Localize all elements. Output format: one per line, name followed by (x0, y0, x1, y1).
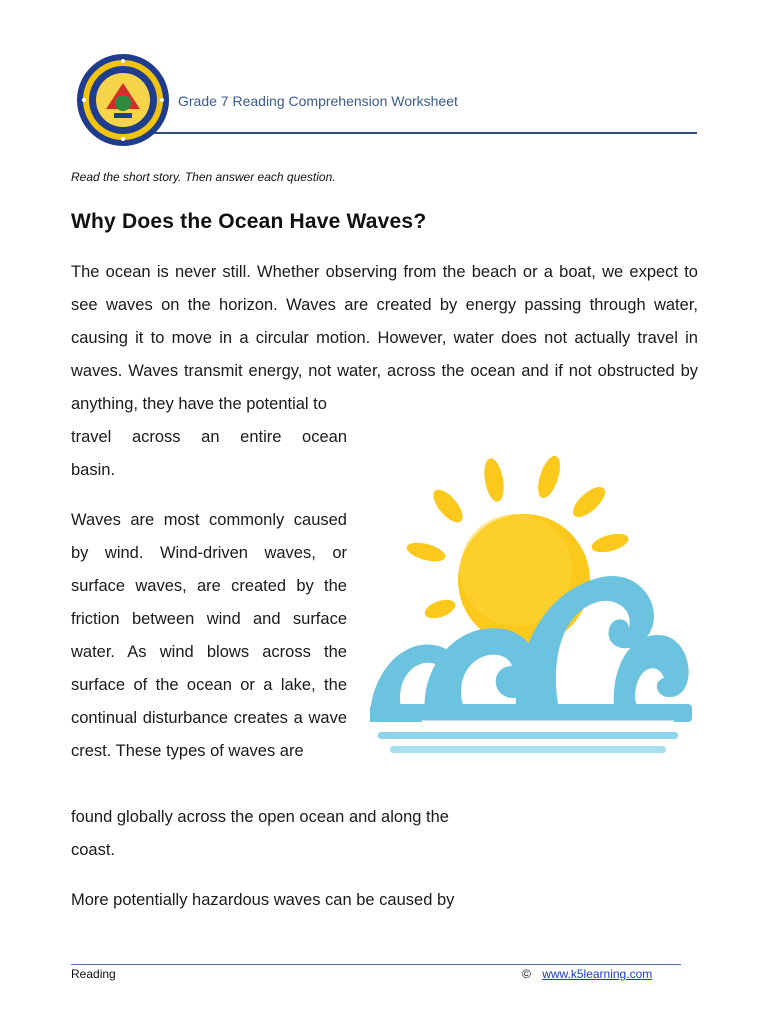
sun-and-waves-icon (366, 452, 698, 770)
paragraph-1-tail-b: basin. (71, 461, 116, 479)
footer-credits (522, 967, 652, 981)
story-title: Why Does the Ocean Have Waves? (71, 210, 427, 233)
worksheet-header-title: Grade 7 Reading Comprehension Worksheet (178, 93, 458, 109)
instructions-text: Read the short story. Then answer each question. (71, 170, 336, 184)
footer-divider (71, 964, 681, 965)
story-paragraph-1 (71, 256, 698, 421)
copyright-symbol: © (522, 967, 531, 981)
story-paragraph-2: Waves are most commonly caused by wind. Wind-driven waves, or surface waves, are created by the friction between wind and surface water. As wind blows across the surface of the ocean or a lake, the continual disturbance creates a wave crest. These types of waves are (71, 511, 347, 760)
paragraph-1-tail-a: travel across an entire ocean (71, 428, 347, 446)
story-paragraph-2-continued: found globally across the open ocean and along the coast. (71, 808, 449, 859)
k5learning-link[interactable]: www.k5learning.com (542, 967, 653, 981)
paragraph-1-text: The ocean is never still. Whether observing from the beach or a boat, we expect to see waves on the horizon. Waves are created by energy passing through water, causing it to move in a circular motion. However, water does not actually travel in waves. Waves transmit energy, not water, across the ocean and if not obstructed by anything, they have the potential to (71, 263, 698, 413)
story-paragraph-3: More potentially hazardous waves can be caused by (71, 891, 455, 909)
footer-subject: Reading (71, 967, 116, 981)
header-divider (154, 132, 697, 134)
